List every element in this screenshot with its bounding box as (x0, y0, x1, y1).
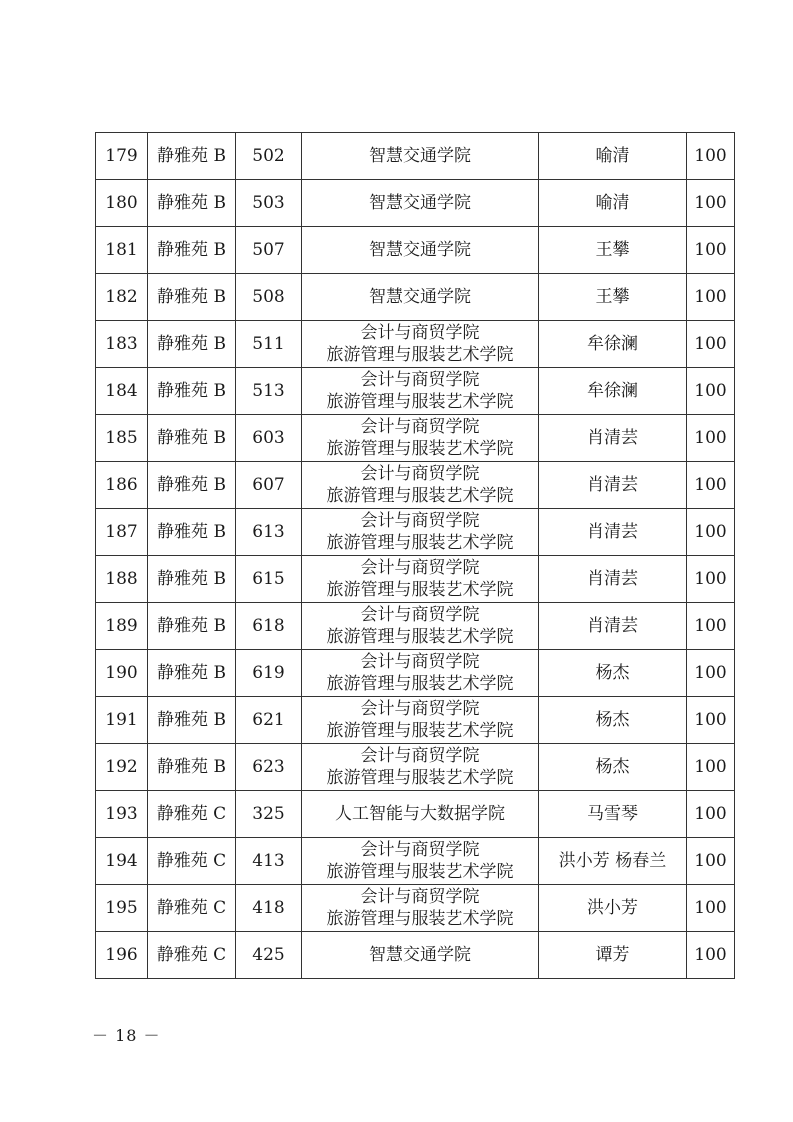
college-name: 会计与商贸学院 (360, 558, 480, 578)
building-cell: 静雅苑 C (148, 791, 236, 838)
building-cell: 静雅苑 B (148, 415, 236, 462)
college-name: 智慧交通学院 (369, 945, 471, 965)
building-cell: 静雅苑 B (148, 274, 236, 321)
college-name: 会计与商贸学院 (360, 464, 480, 484)
score-cell: 100 (687, 368, 735, 415)
room-cell: 418 (236, 885, 302, 932)
table-row (96, 180, 735, 227)
college-name: 旅游管理与服装艺术学院 (326, 768, 514, 788)
college-cell (302, 556, 539, 603)
building-cell: 静雅苑 B (148, 509, 236, 556)
college-cell (302, 885, 539, 932)
college-name: 会计与商贸学院 (360, 699, 480, 719)
score-cell: 100 (687, 791, 735, 838)
table-row (96, 133, 735, 180)
counselor-cell: 牟徐澜 (539, 321, 687, 368)
score-cell: 100 (687, 321, 735, 368)
room-cell: 425 (236, 932, 302, 979)
table-row (96, 744, 735, 791)
college-name: 旅游管理与服装艺术学院 (326, 345, 514, 365)
college-name: 旅游管理与服装艺术学院 (326, 439, 514, 459)
row-number-cell: 190 (96, 650, 148, 697)
building-cell: 静雅苑 C (148, 932, 236, 979)
row-number-cell: 189 (96, 603, 148, 650)
college-cell (302, 462, 539, 509)
room-cell: 507 (236, 227, 302, 274)
building-cell: 静雅苑 B (148, 321, 236, 368)
college-cell (302, 321, 539, 368)
college-name: 人工智能与大数据学院 (335, 804, 505, 824)
score-cell: 100 (687, 650, 735, 697)
room-cell: 615 (236, 556, 302, 603)
college-cell (302, 133, 539, 180)
college-name: 会计与商贸学院 (360, 417, 480, 437)
counselor-cell: 喻清 (539, 180, 687, 227)
table-body (96, 133, 735, 979)
college-name: 旅游管理与服装艺术学院 (326, 721, 514, 741)
building-cell: 静雅苑 B (148, 180, 236, 227)
table-row (96, 227, 735, 274)
college-name: 会计与商贸学院 (360, 323, 480, 343)
score-cell: 100 (687, 603, 735, 650)
score-cell: 100 (687, 462, 735, 509)
table-row (96, 885, 735, 932)
counselor-cell: 肖清芸 (539, 603, 687, 650)
college-cell (302, 697, 539, 744)
score-cell: 100 (687, 415, 735, 462)
room-cell: 513 (236, 368, 302, 415)
row-number-cell: 194 (96, 838, 148, 885)
college-cell (302, 368, 539, 415)
score-cell: 100 (687, 885, 735, 932)
score-cell: 100 (687, 697, 735, 744)
counselor-cell: 肖清芸 (539, 509, 687, 556)
score-cell: 100 (687, 133, 735, 180)
college-cell (302, 838, 539, 885)
counselor-cell: 马雪琴 (539, 791, 687, 838)
room-cell: 413 (236, 838, 302, 885)
college-name: 会计与商贸学院 (360, 652, 480, 672)
table-row (96, 415, 735, 462)
row-number-cell: 193 (96, 791, 148, 838)
score-cell: 100 (687, 932, 735, 979)
table-row (96, 791, 735, 838)
college-cell (302, 650, 539, 697)
score-cell: 100 (687, 274, 735, 321)
college-name: 会计与商贸学院 (360, 840, 480, 860)
counselor-cell: 喻清 (539, 133, 687, 180)
building-cell: 静雅苑 B (148, 368, 236, 415)
row-number-cell: 184 (96, 368, 148, 415)
room-cell: 603 (236, 415, 302, 462)
building-cell: 静雅苑 C (148, 838, 236, 885)
college-cell (302, 744, 539, 791)
college-name: 智慧交通学院 (369, 287, 471, 307)
college-name: 智慧交通学院 (369, 193, 471, 213)
table-row (96, 697, 735, 744)
row-number-cell: 183 (96, 321, 148, 368)
row-number-cell: 179 (96, 133, 148, 180)
score-cell: 100 (687, 180, 735, 227)
college-name: 旅游管理与服装艺术学院 (326, 627, 514, 647)
table-row (96, 650, 735, 697)
college-name: 旅游管理与服装艺术学院 (326, 909, 514, 929)
counselor-cell: 谭芳 (539, 932, 687, 979)
room-cell: 619 (236, 650, 302, 697)
counselor-cell: 杨杰 (539, 650, 687, 697)
counselor-cell: 王攀 (539, 227, 687, 274)
building-cell: 静雅苑 B (148, 697, 236, 744)
room-cell: 325 (236, 791, 302, 838)
row-number-cell: 196 (96, 932, 148, 979)
row-number-cell: 181 (96, 227, 148, 274)
building-cell: 静雅苑 C (148, 885, 236, 932)
college-name: 旅游管理与服装艺术学院 (326, 392, 514, 412)
building-cell: 静雅苑 B (148, 556, 236, 603)
college-name: 旅游管理与服装艺术学院 (326, 533, 514, 553)
room-cell: 502 (236, 133, 302, 180)
college-name: 旅游管理与服装艺术学院 (326, 862, 514, 882)
room-cell: 607 (236, 462, 302, 509)
building-cell: 静雅苑 B (148, 650, 236, 697)
counselor-cell: 杨杰 (539, 744, 687, 791)
college-cell (302, 180, 539, 227)
score-cell: 100 (687, 227, 735, 274)
room-cell: 503 (236, 180, 302, 227)
row-number-cell: 185 (96, 415, 148, 462)
counselor-cell: 肖清芸 (539, 462, 687, 509)
counselor-cell: 肖清芸 (539, 415, 687, 462)
building-cell: 静雅苑 B (148, 603, 236, 650)
room-cell: 508 (236, 274, 302, 321)
building-cell: 静雅苑 B (148, 227, 236, 274)
score-cell: 100 (687, 509, 735, 556)
college-cell (302, 415, 539, 462)
row-number-cell: 182 (96, 274, 148, 321)
college-name: 旅游管理与服装艺术学院 (326, 674, 514, 694)
college-name: 智慧交通学院 (369, 240, 471, 260)
page-number: － 18 － (92, 1026, 161, 1045)
college-name: 旅游管理与服装艺术学院 (326, 580, 514, 600)
room-cell: 618 (236, 603, 302, 650)
row-number-cell: 195 (96, 885, 148, 932)
college-name: 旅游管理与服装艺术学院 (326, 486, 514, 506)
room-cell: 613 (236, 509, 302, 556)
table-row (96, 321, 735, 368)
counselor-cell: 牟徐澜 (539, 368, 687, 415)
table-row (96, 838, 735, 885)
counselor-cell: 肖清芸 (539, 556, 687, 603)
row-number-cell: 192 (96, 744, 148, 791)
college-name: 会计与商贸学院 (360, 887, 480, 907)
row-number-cell: 188 (96, 556, 148, 603)
score-cell: 100 (687, 838, 735, 885)
college-name: 智慧交通学院 (369, 146, 471, 166)
building-cell: 静雅苑 B (148, 462, 236, 509)
college-name: 会计与商贸学院 (360, 370, 480, 390)
counselor-cell: 洪小芳 杨春兰 (539, 838, 687, 885)
college-name: 会计与商贸学院 (360, 511, 480, 531)
college-name: 会计与商贸学院 (360, 746, 480, 766)
table-row (96, 274, 735, 321)
college-cell (302, 603, 539, 650)
room-cell: 621 (236, 697, 302, 744)
row-number-cell: 187 (96, 509, 148, 556)
college-cell (302, 274, 539, 321)
table-row (96, 603, 735, 650)
room-cell: 623 (236, 744, 302, 791)
college-cell (302, 227, 539, 274)
table-row (96, 509, 735, 556)
building-cell: 静雅苑 B (148, 744, 236, 791)
row-number-cell: 180 (96, 180, 148, 227)
college-cell (302, 509, 539, 556)
building-cell: 静雅苑 B (148, 133, 236, 180)
dormitory-score-table (95, 132, 735, 979)
college-cell (302, 932, 539, 979)
table-row (96, 462, 735, 509)
counselor-cell: 王攀 (539, 274, 687, 321)
score-cell: 100 (687, 556, 735, 603)
college-name: 会计与商贸学院 (360, 605, 480, 625)
counselor-cell: 杨杰 (539, 697, 687, 744)
row-number-cell: 186 (96, 462, 148, 509)
table-row (96, 556, 735, 603)
table-row (96, 368, 735, 415)
counselor-cell: 洪小芳 (539, 885, 687, 932)
score-cell: 100 (687, 744, 735, 791)
college-cell (302, 791, 539, 838)
table-row (96, 932, 735, 979)
room-cell: 511 (236, 321, 302, 368)
row-number-cell: 191 (96, 697, 148, 744)
